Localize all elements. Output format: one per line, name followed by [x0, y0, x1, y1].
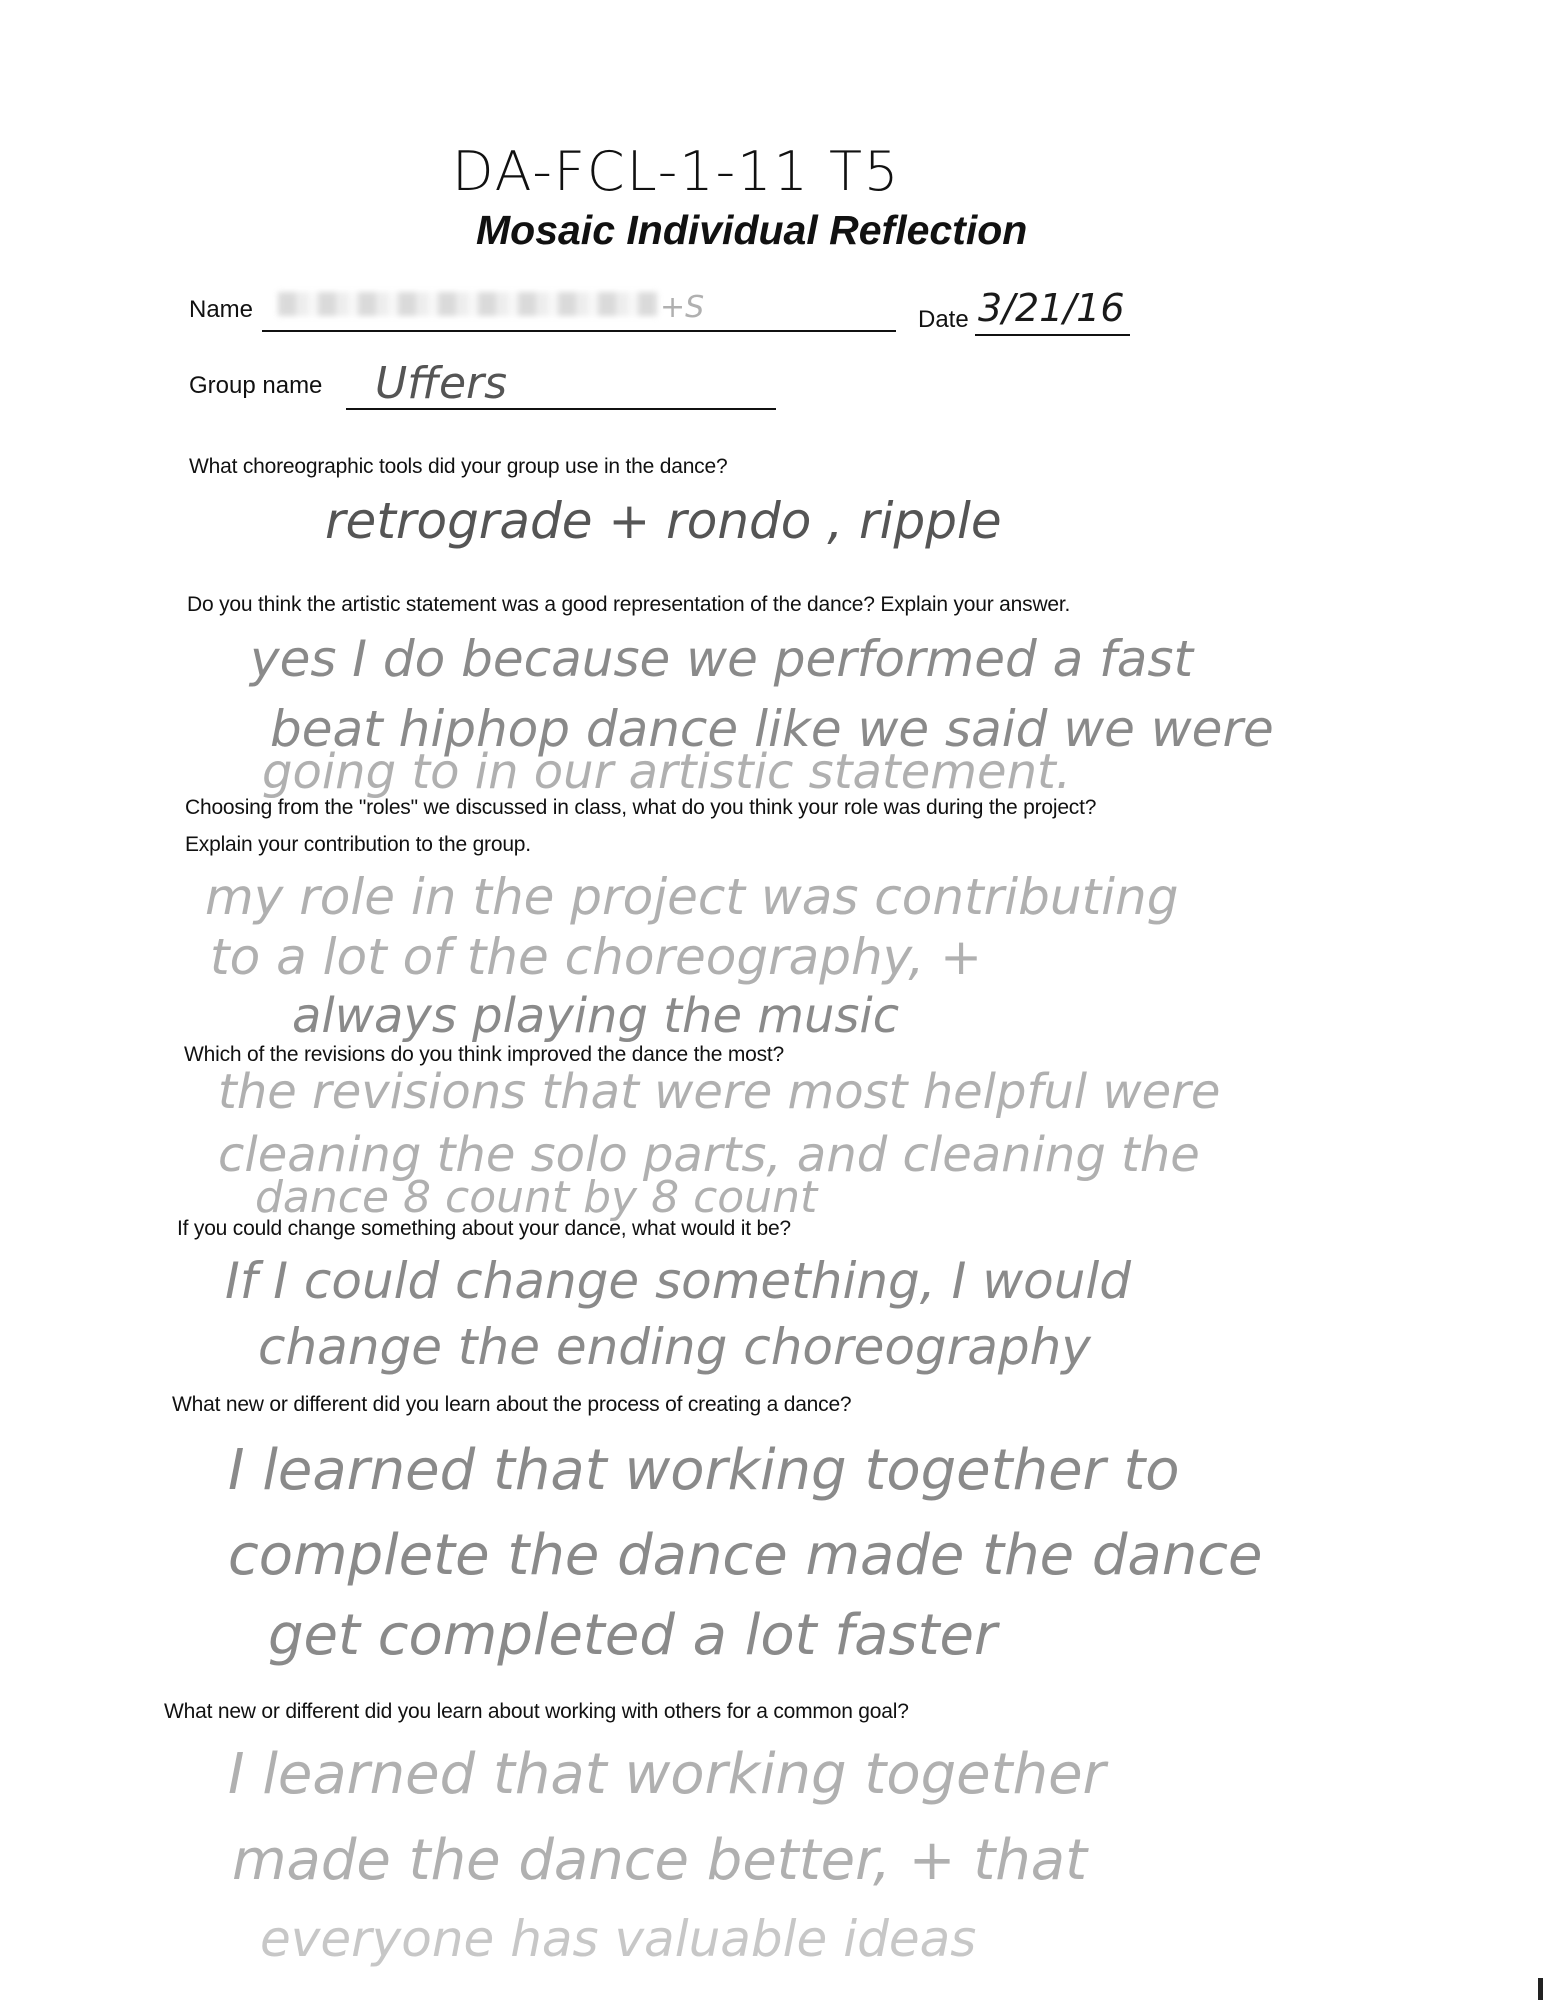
answer-4-line-3: dance 8 count by 8 count: [255, 1172, 818, 1223]
answer-1-line-1: retrograde + rondo , ripple: [325, 492, 1002, 550]
question-2: Do you think the artistic statement was a good representation of the dance? Explain your answer.: [187, 593, 1071, 616]
question-6: What new or different did you learn about the process of creating a dance?: [172, 1393, 852, 1416]
group-name-underline: [346, 408, 776, 410]
question-4: Which of the revisions do you think improved the dance the most?: [184, 1043, 785, 1066]
answer-6-line-2: complete the dance made the dance: [228, 1523, 1263, 1588]
answer-2-line-1: yes I do because we performed a fast: [250, 630, 1194, 688]
answer-3-line-1: my role in the project was contributing: [205, 868, 1179, 926]
answer-7-line-3: everyone has valuable ideas: [260, 1910, 977, 1968]
answer-7-line-1: I learned that working together: [228, 1742, 1106, 1807]
document-code: DA-FCL-1-11 T5: [452, 140, 901, 203]
answer-6-line-1: I learned that working together to: [228, 1438, 1180, 1503]
answer-2-line-2: beat hiphop dance like we said we were: [270, 700, 1274, 758]
page-title: Mosaic Individual Reflection: [476, 207, 1028, 253]
scan-edge-mark: [1538, 1978, 1543, 2000]
answer-5-line-2: change the ending choreography: [258, 1318, 1091, 1376]
answer-7-line-2: made the dance better, + that: [232, 1828, 1088, 1893]
question-1: What choreographic tools did your group use in the dance?: [189, 455, 728, 478]
group-name-label: Group name: [189, 372, 323, 399]
question-3-line-2: Explain your contribution to the group.: [185, 833, 531, 856]
name-underline: [262, 330, 896, 332]
question-3: Choosing from the "roles" we discussed in class, what do you think your role was during the project?: [185, 796, 1097, 819]
answer-6-line-3: get completed a lot faster: [268, 1603, 998, 1668]
name-label: Name: [189, 296, 254, 323]
group-name-value: Uffers: [375, 358, 508, 409]
answer-4-line-2: cleaning the solo parts, and cleaning the: [218, 1127, 1200, 1183]
question-5: If you could change something about your dance, what would it be?: [177, 1217, 791, 1240]
date-underline: [975, 334, 1130, 336]
redacted-name: [278, 292, 658, 316]
answer-3-line-2: to a lot of the choreography, +: [210, 928, 983, 986]
date-label: Date: [918, 306, 969, 333]
answer-5-line-1: If I could change something, I would: [225, 1252, 1132, 1310]
question-7: What new or different did you learn about working with others for a common goal?: [164, 1700, 909, 1723]
answer-2-line-3: going to in our artistic statement.: [262, 744, 1072, 800]
date-value: 3/21/16: [978, 286, 1125, 330]
answer-4-line-1: the revisions that were most helpful were: [218, 1064, 1221, 1120]
name-value: +S: [660, 290, 705, 325]
answer-3-line-3: always playing the music: [292, 988, 900, 1044]
